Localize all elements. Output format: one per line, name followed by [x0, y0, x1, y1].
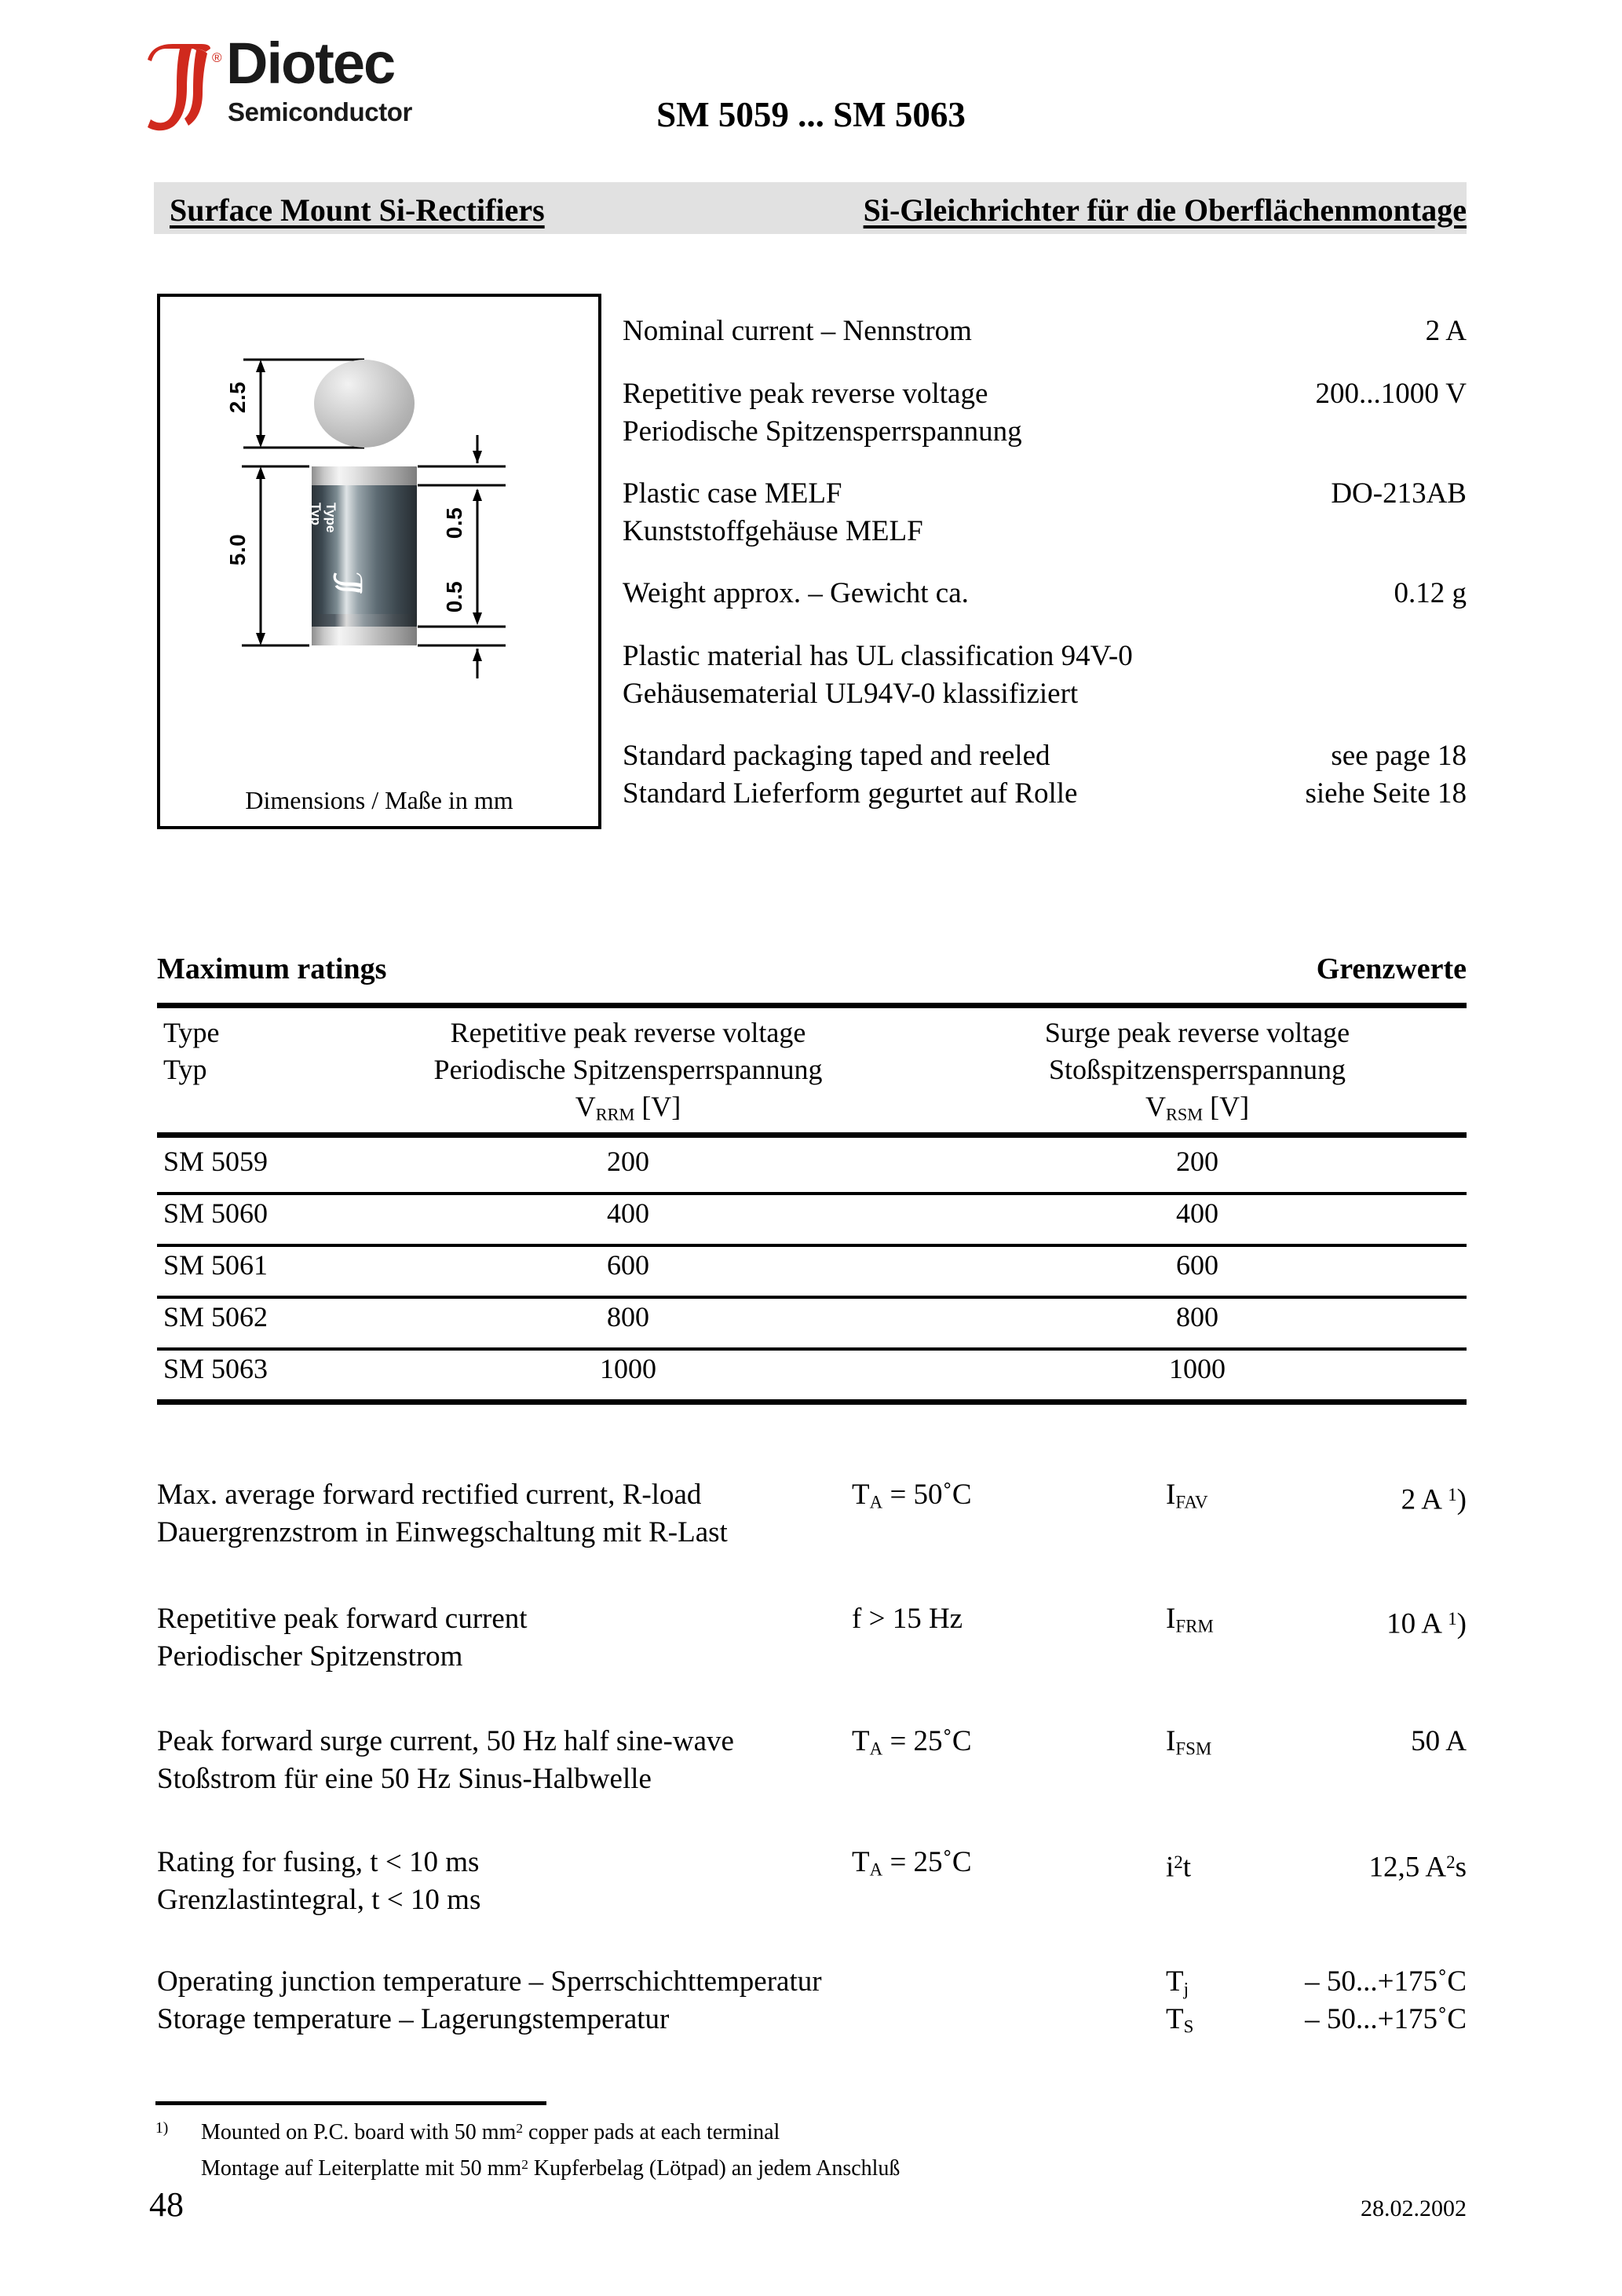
melf-type-label-en: Type: [323, 503, 338, 533]
brand-subtitle: Semiconductor: [228, 97, 413, 126]
param-desc-de: Stoßstrom für eine 50 Hz Sinus-Halbwelle: [157, 1763, 652, 1795]
cell-vrsm: 800: [1176, 1301, 1218, 1333]
table-row: [157, 1197, 1467, 1245]
footnote-line-en: Mounted on P.C. board with 50 $mm^2$ copper pads at each terminal: [201, 2119, 780, 2144]
cell-type: SM 5062: [163, 1301, 269, 1333]
col-vrsm-symbol: $V_{RSM}$ [V]: [1145, 1091, 1250, 1124]
melf-diotec-logo-icon: [333, 569, 364, 596]
melf-sphere-view: [314, 360, 415, 448]
spec-nominal-current: [623, 313, 1467, 350]
page-title: SM 5059 ... SM 5063: [656, 95, 966, 134]
cell-vrrm: 600: [607, 1249, 649, 1281]
spec-label: Standard packaging taped and reeled: [623, 740, 1050, 772]
footnote-marker: 1): [155, 2120, 169, 2137]
spec-weight: [623, 575, 1467, 612]
revision-date: 28.02.2002: [1361, 2195, 1467, 2221]
cell-vrsm: 200: [1176, 1146, 1218, 1177]
spec-label-de: Periodische Spitzensperrspannung: [623, 415, 1022, 448]
spec-plastic-case: [623, 475, 1467, 550]
table-header: [157, 1015, 1467, 1125]
cell-vrrm: 400: [607, 1197, 649, 1229]
col-vrrm-symbol: $V_{RRM}$ [V]: [575, 1091, 681, 1124]
melf-cap-top: [312, 466, 417, 485]
spec-value: see page 18: [1331, 740, 1467, 772]
param-desc-en: Rating for fusing, t < 10 ms: [157, 1846, 480, 1878]
dimension-5-0: 5.0: [225, 533, 250, 566]
dimension-2-5: 2.5: [225, 381, 250, 414]
spec-ul-classification: [623, 638, 1467, 713]
table-rule-header-bottom: [157, 1132, 1467, 1138]
param-desc: Storage temperature – Lagerungstemperatur: [157, 2003, 670, 2035]
table-row: [157, 1249, 1467, 1297]
param-condition: $T_A$ = 50˚C: [852, 1479, 972, 1512]
spec-label: Nominal current – Nennstrom: [623, 315, 972, 347]
spec-label: Plastic case MELF: [623, 477, 842, 510]
col-vrrm-de: Periodische Spitzensperrspannung: [433, 1054, 823, 1085]
param-value: 50 A: [1411, 1725, 1467, 1757]
table-row: [157, 1300, 1467, 1349]
cell-vrrm: 200: [607, 1146, 649, 1177]
cell-type: SM 5063: [163, 1353, 269, 1384]
cell-vrrm: 800: [607, 1301, 649, 1333]
spec-value: 200...1000 V: [1315, 378, 1467, 410]
param-value: 2 A $^1$): [1401, 1483, 1467, 1516]
col-vrsm-de: Stoßspitzensperrspannung: [1049, 1054, 1346, 1085]
spec-label: Weight approx. – Gewicht ca.: [623, 577, 969, 609]
param-value: 12,5 $A^2s$: [1368, 1851, 1467, 1884]
table-rule: [157, 1296, 1467, 1299]
spec-label-de: Standard Lieferform gegurtet auf Rolle: [623, 777, 1078, 810]
table-rule-top: [157, 1003, 1467, 1008]
table-row: [157, 1352, 1467, 1401]
col-vrrm-en: Repetitive peak reverse voltage: [450, 1017, 806, 1048]
melf-cap-bottom: [312, 627, 417, 645]
table-rule: [157, 1192, 1467, 1195]
brand-name: Diotec: [226, 31, 395, 96]
param-desc-de: Grenzlastintegral, t < 10 ms: [157, 1884, 481, 1916]
melf-marking: [309, 485, 417, 627]
param-desc-de: Dauergrenzstrom in Einwegschaltung mit R-Last: [157, 1516, 728, 1548]
table-row: [157, 1145, 1467, 1194]
spec-value-de: siehe Seite 18: [1305, 777, 1467, 810]
ratings-heading: [157, 952, 1467, 986]
package-drawing: [157, 294, 601, 829]
cell-vrsm: 1000: [1169, 1353, 1226, 1384]
param-desc-en: Peak forward surge current, 50 Hz half sine-wave: [157, 1725, 734, 1757]
spec-value: 2 A: [1425, 315, 1467, 347]
subtitle-english: Surface Mount Si-Rectifiers: [170, 192, 545, 228]
footnote-divider: [155, 2101, 546, 2105]
cell-type: SM 5059: [163, 1146, 269, 1177]
cell-vrrm: 1000: [600, 1353, 656, 1384]
param-desc-en: Max. average forward rectified current, R-load: [157, 1479, 702, 1511]
param-condition: $T_A$ = 25˚C: [852, 1725, 972, 1759]
registered-trademark-icon: ®: [212, 50, 222, 65]
cell-type: SM 5061: [163, 1249, 269, 1281]
dimension-cap-bottom-0-5: 0.5: [442, 580, 466, 613]
col-vrsm-en: Surge peak reverse voltage: [1044, 1017, 1350, 1048]
param-value: – 50...+175˚C: [1305, 2003, 1467, 2035]
param-value: – 50...+175˚C: [1305, 1965, 1467, 1998]
table-rule: [157, 1244, 1467, 1247]
spec-label-de: Gehäusematerial UL94V-0 klassifiziert: [623, 678, 1079, 710]
param-desc: Operating junction temperature – Sperrschichttemperatur: [157, 1965, 822, 1998]
param-symbol: $T_S$: [1166, 2003, 1194, 2037]
spec-value: 0.12 g: [1394, 577, 1467, 609]
table-rule: [157, 1347, 1467, 1351]
param-symbol: $i^2t$: [1166, 1851, 1192, 1884]
dimension-cap-top-0-5: 0.5: [442, 506, 466, 539]
param-condition: $T_A$ = 25˚C: [852, 1846, 972, 1880]
spec-label-de: Kunststoffgehäuse MELF: [623, 515, 923, 547]
cell-vrsm: 400: [1176, 1197, 1218, 1229]
cell-vrsm: 600: [1176, 1249, 1218, 1281]
footnote-line-de: Montage auf Leiterplatte mit 50 $mm^2$ Kupferbelag (Lötpad) an jedem Anschluß: [201, 2155, 901, 2181]
col-type-en: Type: [163, 1017, 220, 1048]
param-symbol: $I_{FAV}$: [1166, 1479, 1208, 1512]
ratings-heading-en: Maximum ratings: [157, 952, 387, 985]
param-value: 10 A $^1$): [1386, 1607, 1467, 1640]
param-desc-en: Repetitive peak forward current: [157, 1603, 528, 1635]
melf-type-label-de: Typ: [309, 503, 323, 525]
spec-label: Repetitive peak reverse voltage: [623, 378, 988, 410]
page-number: 48: [149, 2185, 184, 2224]
subtitle-german: Si-Gleichrichter für die Oberflächenmontage: [863, 192, 1467, 228]
table-rule-bottom: [157, 1399, 1467, 1405]
spec-value: DO-213AB: [1331, 477, 1467, 510]
footnote: [155, 2112, 1333, 2184]
spec-label: Plastic material has UL classification 94V-0: [623, 640, 1133, 672]
spec-packaging: [623, 737, 1467, 813]
ratings-heading-de: Grenzwerte: [1316, 952, 1467, 985]
param-symbol: $T_j$: [1166, 1965, 1189, 1999]
param-desc-de: Periodischer Spitzenstrom: [157, 1640, 463, 1673]
drawing-caption: Dimensions / Maße in mm: [245, 786, 513, 814]
param-condition: f > 15 Hz: [852, 1603, 963, 1635]
cell-type: SM 5060: [163, 1197, 269, 1229]
col-type-de: Typ: [163, 1054, 207, 1085]
spec-repetitive-peak-reverse-voltage: [623, 375, 1467, 451]
param-symbol: $I_{FSM}$: [1166, 1725, 1212, 1759]
param-symbol: $I_{FRM}$: [1166, 1603, 1214, 1636]
